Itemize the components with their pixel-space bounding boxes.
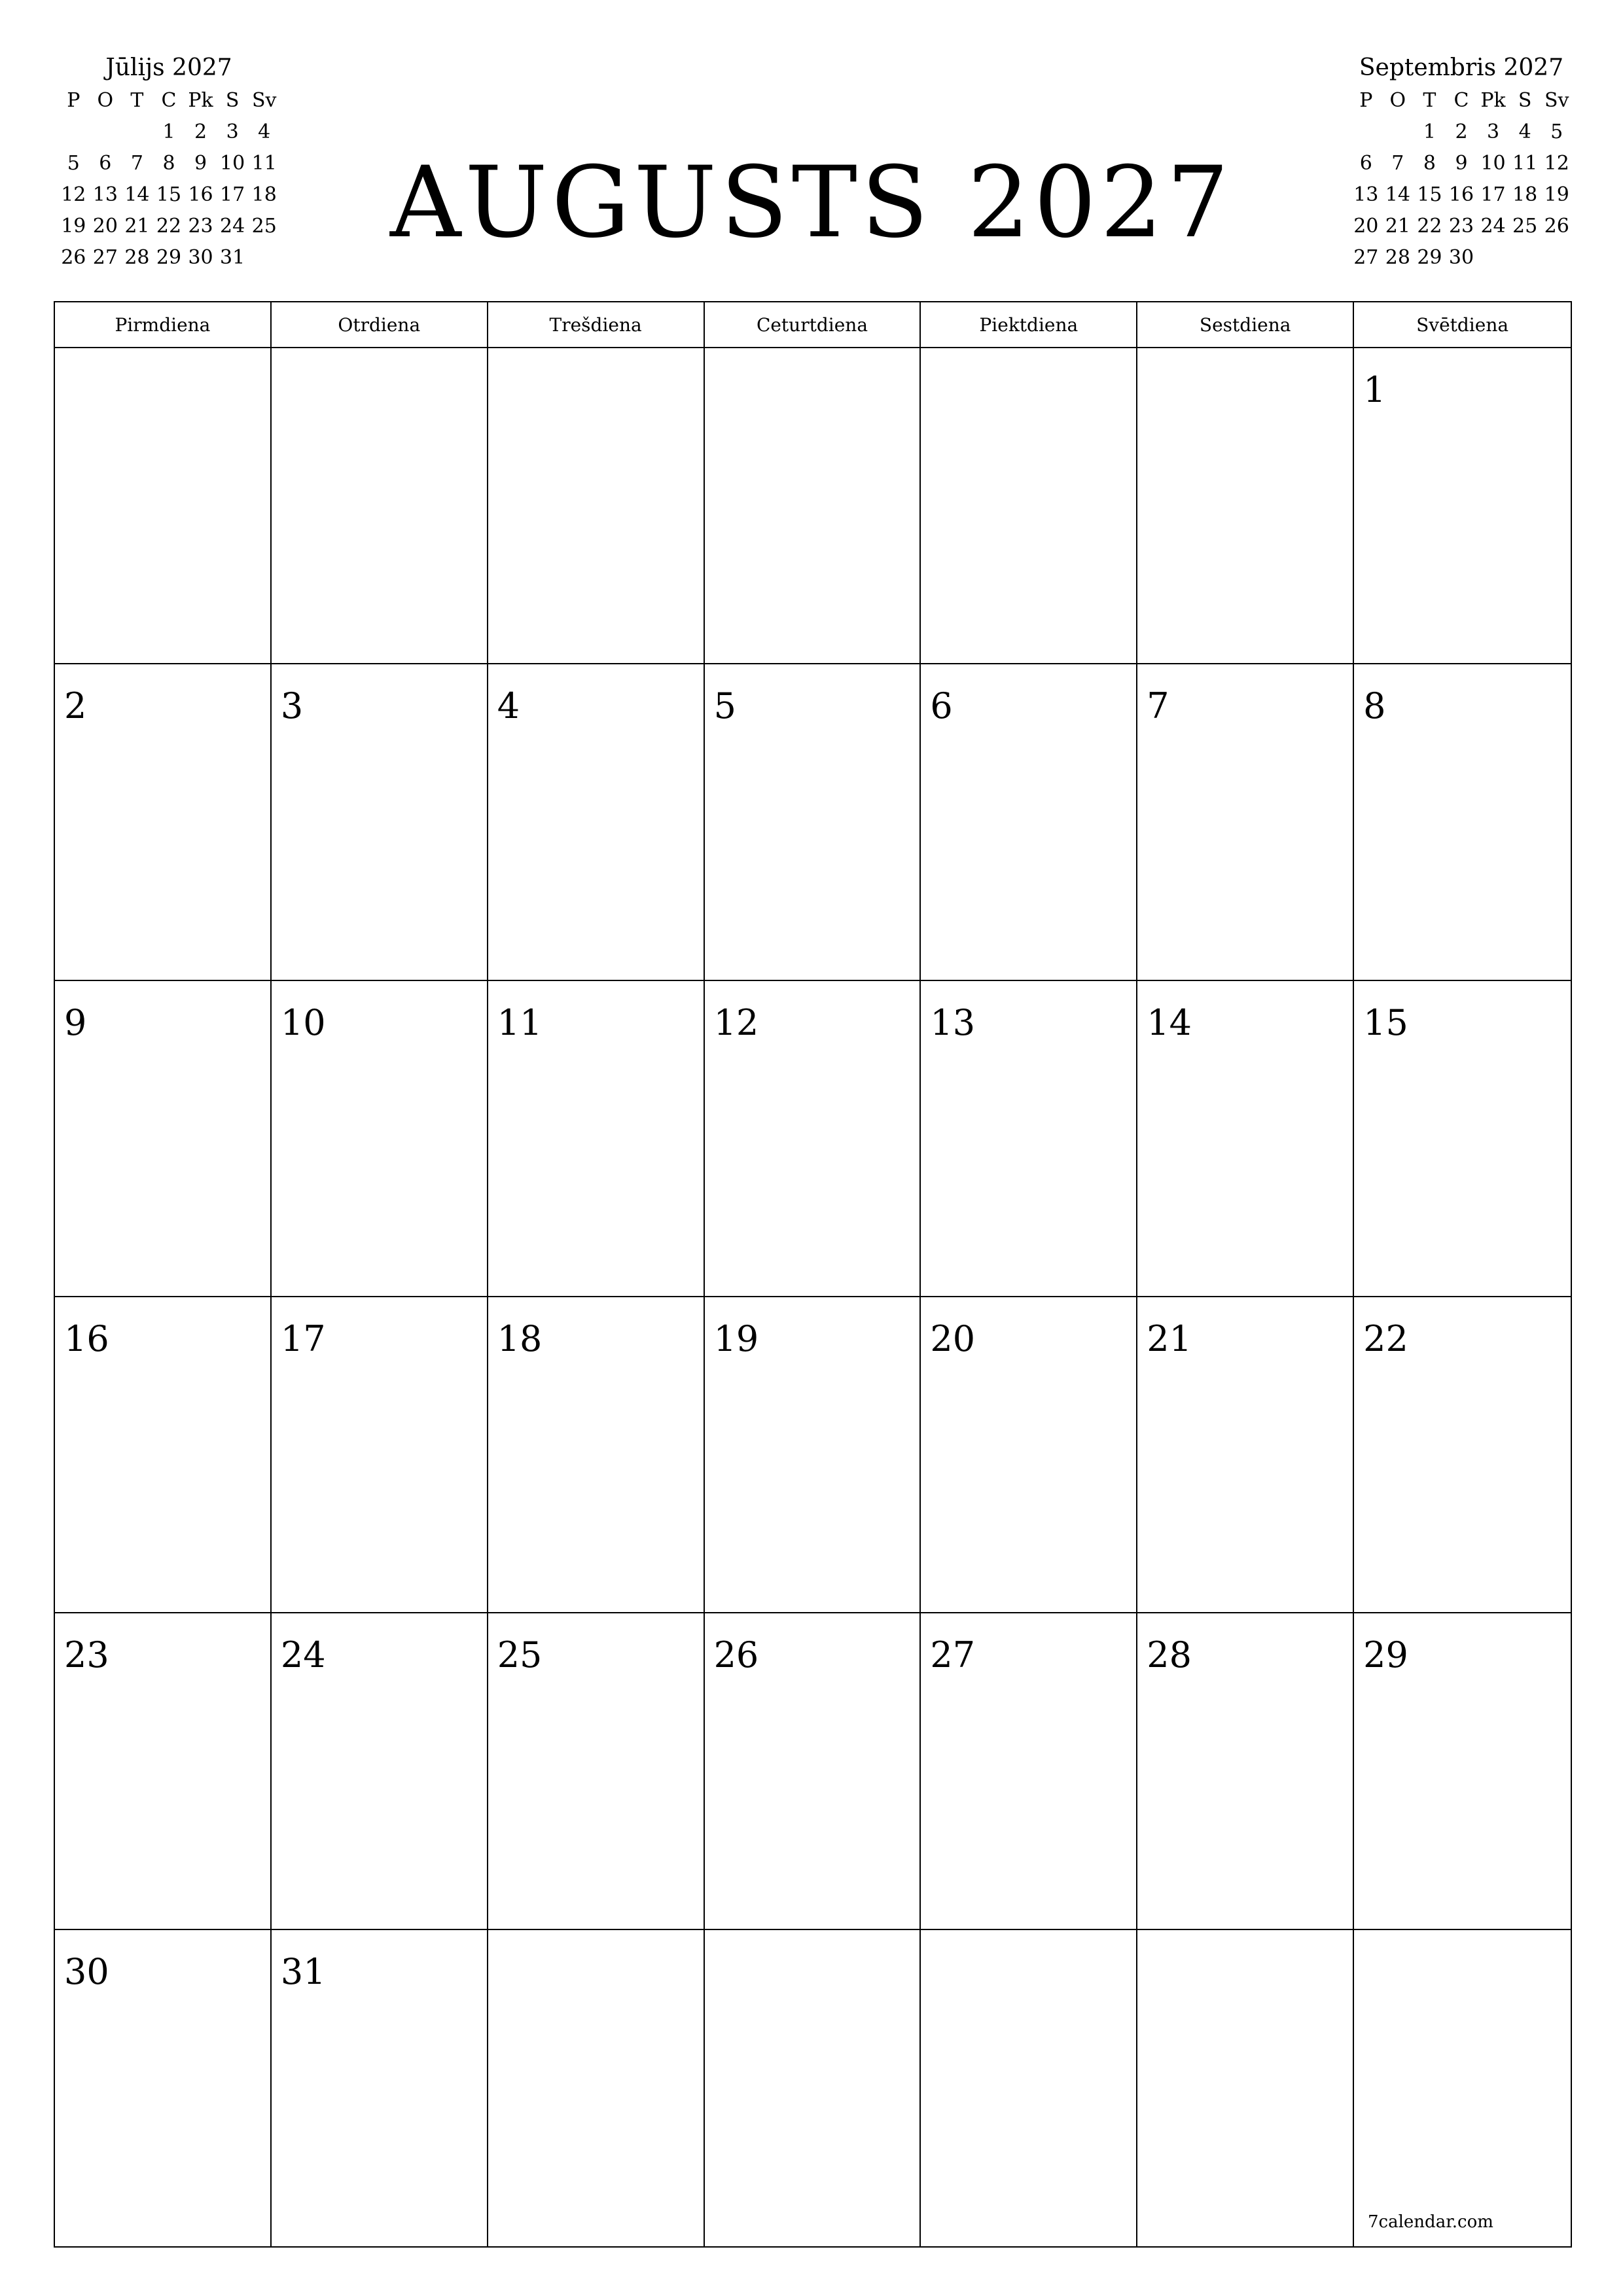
- mini-day: 13: [92, 183, 118, 206]
- day-number: 31: [280, 1950, 326, 1992]
- mini-day: [90, 117, 122, 148]
- mini-day: [121, 117, 153, 148]
- day-cell: [1137, 1613, 1354, 1929]
- mini-day: 30: [1448, 246, 1474, 269]
- day-number: 20: [930, 1318, 976, 1359]
- day-number: 30: [64, 1950, 109, 1992]
- mini-day: 9: [194, 152, 207, 175]
- day-cell: [1354, 1930, 1571, 2246]
- day-cell: [1354, 664, 1571, 980]
- day-cell: [488, 348, 705, 664]
- mini-day: 23: [1448, 215, 1474, 238]
- mini-weekday-label: Sv: [1544, 89, 1569, 112]
- mini-day: 8: [162, 152, 175, 175]
- mini-day: 7: [1391, 152, 1404, 175]
- day-cell: [55, 1930, 272, 2246]
- next-month-mini-calendar: [1350, 51, 1573, 274]
- mini-day: [1541, 242, 1573, 274]
- mini-day: 26: [1544, 215, 1569, 238]
- day-number: 12: [713, 1001, 759, 1043]
- mini-day: 21: [1385, 215, 1410, 238]
- day-cell: [921, 664, 1137, 980]
- weekday-header: Svētdiena: [1416, 314, 1509, 336]
- day-cell: [1354, 1297, 1571, 1613]
- day-number: 14: [1147, 1001, 1192, 1043]
- mini-day: 30: [188, 246, 213, 269]
- day-cell: [488, 981, 705, 1297]
- mini-weekday-label: P: [1359, 89, 1373, 112]
- mini-weekday-label: Sv: [251, 89, 277, 112]
- day-number: 4: [497, 685, 520, 727]
- day-number: 28: [1147, 1634, 1192, 1676]
- mini-weekday-label: S: [1518, 89, 1532, 112]
- mini-day: 22: [156, 215, 182, 238]
- day-number: 7: [1147, 685, 1169, 727]
- mini-day: 20: [92, 215, 118, 238]
- mini-day: 15: [1417, 183, 1442, 206]
- next-month-grid: [1350, 85, 1573, 274]
- mini-day: 14: [1385, 183, 1410, 206]
- day-number: 3: [280, 685, 304, 727]
- day-number: 1: [1363, 369, 1386, 410]
- day-number: 17: [280, 1318, 326, 1359]
- mini-day: 6: [1359, 152, 1372, 175]
- day-cell: [1137, 981, 1354, 1297]
- mini-day: 31: [220, 246, 245, 269]
- day-number: 24: [280, 1634, 326, 1676]
- mini-day: 16: [188, 183, 213, 206]
- day-cell: [705, 1930, 921, 2246]
- mini-day: 25: [1512, 215, 1538, 238]
- day-cell: [55, 1613, 272, 1929]
- mini-day: 15: [156, 183, 182, 206]
- mini-day: 4: [258, 120, 271, 143]
- mini-day: 10: [220, 152, 245, 175]
- day-cell: [1137, 664, 1354, 980]
- day-cell: [705, 1613, 921, 1929]
- day-number: 8: [1363, 685, 1386, 727]
- day-number: 22: [1363, 1318, 1408, 1359]
- prev-month-title: Jūlijs 2027: [105, 54, 232, 81]
- mini-day: 23: [188, 215, 213, 238]
- mini-day: 26: [61, 246, 86, 269]
- mini-day: 24: [1480, 215, 1506, 238]
- day-cell: [705, 1297, 921, 1613]
- mini-day: [1477, 242, 1509, 274]
- mini-weekday-label: Pk: [1480, 89, 1506, 112]
- day-cell: [921, 1930, 1137, 2246]
- weekday-header-row: [55, 302, 1571, 348]
- mini-day: 25: [251, 215, 277, 238]
- day-cell: [55, 981, 272, 1297]
- mini-weekday-label: T: [1423, 89, 1436, 112]
- weekday-header: Sestdiena: [1137, 302, 1354, 347]
- mini-day: 22: [1417, 215, 1442, 238]
- mini-weekday-label: P: [67, 89, 80, 112]
- mini-weekday-label: T: [130, 89, 144, 112]
- day-number: 10: [280, 1001, 326, 1043]
- mini-day: 5: [1550, 120, 1563, 143]
- day-cell: [272, 348, 488, 664]
- day-cell: [1137, 1930, 1354, 2246]
- mini-weekday-label: C: [1454, 89, 1469, 112]
- mini-weekday-label: Pk: [188, 89, 213, 112]
- mini-day: 12: [1544, 152, 1569, 175]
- mini-day: 12: [61, 183, 86, 206]
- day-cell: [705, 348, 921, 664]
- mini-day: 1: [162, 120, 175, 143]
- mini-day: 29: [1417, 246, 1442, 269]
- day-number: 6: [930, 685, 953, 727]
- month-grid: [54, 301, 1572, 2248]
- day-cell: [272, 664, 488, 980]
- weekday-header: Piektdiena: [921, 302, 1137, 347]
- mini-day: 21: [124, 215, 150, 238]
- day-number: 16: [64, 1318, 109, 1359]
- mini-day: 27: [1353, 246, 1379, 269]
- day-number: 23: [64, 1634, 109, 1676]
- mini-day: 3: [226, 120, 239, 143]
- day-cell: [272, 981, 488, 1297]
- day-cell: [1354, 348, 1571, 664]
- day-number: 18: [497, 1318, 543, 1359]
- day-cell: [1354, 1613, 1571, 1929]
- credit-text: 7calendar.com: [1368, 2212, 1493, 2232]
- day-cell: [1137, 348, 1354, 664]
- mini-day: 17: [1480, 183, 1506, 206]
- mini-day: [58, 117, 90, 148]
- mini-day: 19: [1544, 183, 1569, 206]
- day-cell: [488, 664, 705, 980]
- mini-weekday-label: O: [97, 89, 114, 112]
- day-number: 11: [497, 1001, 543, 1043]
- day-number: 26: [713, 1634, 759, 1676]
- day-cell: [705, 664, 921, 980]
- day-cell: [488, 1297, 705, 1613]
- day-number: 2: [64, 685, 87, 727]
- day-cell: [272, 1297, 488, 1613]
- day-cell: [1354, 981, 1571, 1297]
- mini-day: [1350, 117, 1382, 148]
- day-number: 27: [930, 1634, 976, 1676]
- weekday-header: Otrdiena: [272, 302, 488, 347]
- mini-day: 20: [1353, 215, 1379, 238]
- day-cell: [1137, 1297, 1354, 1613]
- mini-day: 29: [156, 246, 182, 269]
- mini-day: 11: [251, 152, 277, 175]
- day-cell: [55, 1297, 272, 1613]
- day-number: 13: [930, 1001, 976, 1043]
- weekday-header: Trešdiena: [488, 302, 705, 347]
- mini-day: 18: [1512, 183, 1538, 206]
- day-cell: [705, 981, 921, 1297]
- mini-day: 18: [251, 183, 277, 206]
- mini-weekday-label: S: [225, 89, 240, 112]
- mini-day: [1382, 117, 1414, 148]
- mini-day: 28: [124, 246, 150, 269]
- next-month-title: Septembris 2027: [1359, 54, 1564, 81]
- mini-day: 6: [99, 152, 112, 175]
- day-number: 29: [1363, 1634, 1408, 1676]
- mini-day: 19: [61, 215, 86, 238]
- mini-day: 16: [1448, 183, 1474, 206]
- mini-day: 13: [1353, 183, 1379, 206]
- mini-day: 28: [1385, 246, 1410, 269]
- mini-day: [1509, 242, 1541, 274]
- weekday-header: Ceturtdiena: [705, 302, 921, 347]
- mini-day: 4: [1518, 120, 1531, 143]
- mini-day: 5: [67, 152, 80, 175]
- mini-day: 3: [1487, 120, 1500, 143]
- day-cell: [55, 348, 272, 664]
- day-cell: [921, 348, 1137, 664]
- mini-day: 14: [124, 183, 150, 206]
- day-cell: [272, 1613, 488, 1929]
- mini-day: 2: [1455, 120, 1468, 143]
- day-cell: [921, 1613, 1137, 1929]
- mini-day: 24: [220, 215, 245, 238]
- weeks-grid: [55, 348, 1571, 2246]
- day-cell: [921, 1297, 1137, 1613]
- mini-day: 1: [1423, 120, 1436, 143]
- mini-day: 2: [194, 120, 207, 143]
- day-number: 25: [497, 1634, 543, 1676]
- day-number: 9: [64, 1001, 87, 1043]
- day-cell: [272, 1930, 488, 2246]
- day-cell: [921, 981, 1137, 1297]
- mini-weekday-label: C: [161, 89, 177, 112]
- mini-day: 11: [1512, 152, 1538, 175]
- mini-day: 17: [220, 183, 245, 206]
- page-title: AUGUSTS 2027: [390, 146, 1233, 260]
- day-number: 21: [1147, 1318, 1192, 1359]
- mini-day: 7: [130, 152, 143, 175]
- mini-day: 10: [1480, 152, 1506, 175]
- mini-day: 8: [1423, 152, 1436, 175]
- day-number: 5: [713, 685, 736, 727]
- day-cell: [488, 1613, 705, 1929]
- day-number: 19: [713, 1318, 759, 1359]
- mini-weekday-label: O: [1389, 89, 1406, 112]
- mini-day: 9: [1455, 152, 1468, 175]
- mini-day: 27: [92, 246, 118, 269]
- day-cell: [55, 664, 272, 980]
- day-number: 15: [1363, 1001, 1408, 1043]
- weekday-header: Pirmdiena: [55, 302, 272, 347]
- day-cell: [488, 1930, 705, 2246]
